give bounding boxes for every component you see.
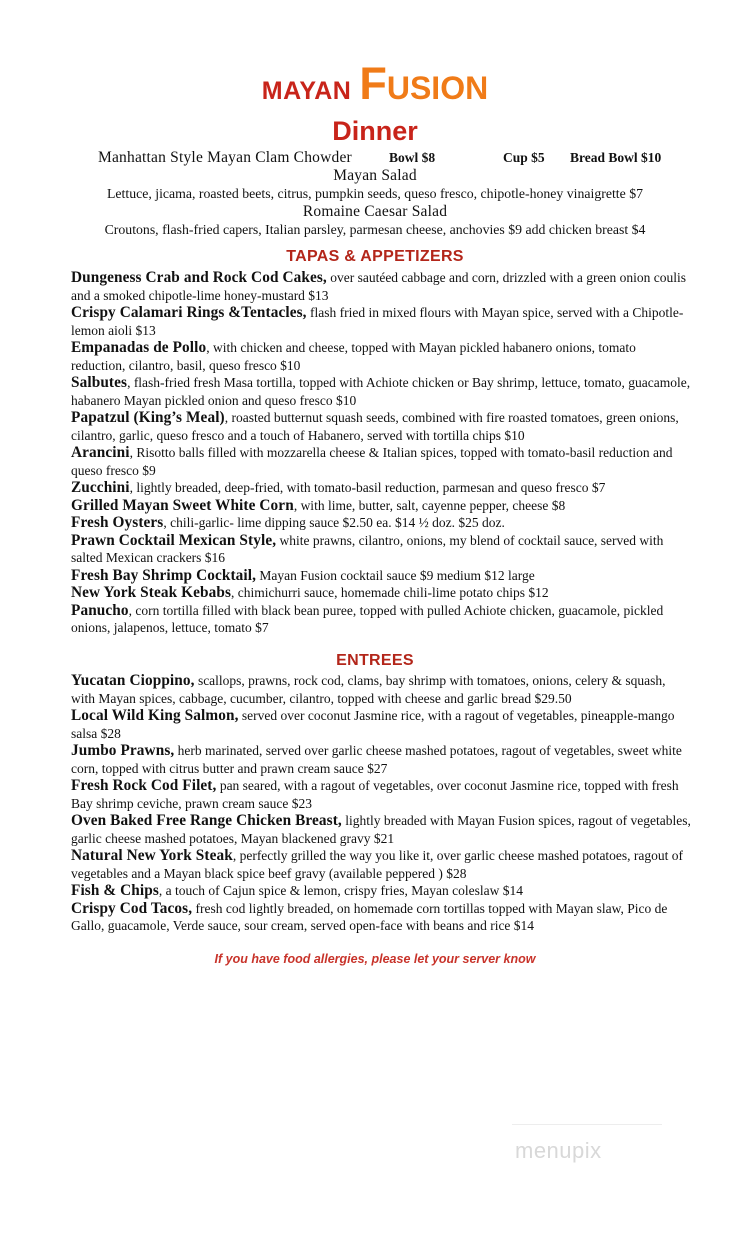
watermark-divider (512, 1124, 662, 1125)
item-description: , lightly breaded, deep-fried, with tomato-basil reduction, parmesan and queso fresco $7 (129, 480, 606, 495)
item-description: , a touch of Cajun spice & lemon, crispy fries, Mayan coleslaw $14 (158, 883, 523, 898)
item-name: Local Wild King Salmon, (71, 707, 239, 724)
item-description: fresh cod lightly breaded, on homemade corn tortillas topped with Mayan slaw, Pico de Gallo, guacamole, Verde sauce, sour cream, served open-face with beans and rice $14 (71, 900, 668, 933)
menu-item (71, 269, 691, 304)
menu-item (71, 672, 691, 707)
item-description: , with chicken and cheese, topped with Mayan pickled habanero onions, tomato reduction, cilantro, basil, queso fresco $10 (71, 340, 636, 373)
menu-item (71, 339, 691, 374)
menu-item (71, 409, 691, 444)
item-name: Zucchini (71, 479, 130, 496)
entrees-list (71, 672, 691, 935)
item-description: , roasted butternut squash seeds, combined with fire roasted tomatoes, green onions, cilantro, garlic, queso fresco and a touch of Habanero, served with tortilla chips $10 (71, 410, 679, 443)
menu-item (71, 602, 691, 637)
tapas-list (71, 269, 691, 637)
item-name: Crispy Cod Tacos, (71, 899, 193, 917)
menu-item (71, 444, 691, 479)
item-name: Grilled Mayan Sweet White Corn (71, 496, 294, 514)
item-name: Papatzul (King’s Meal) (71, 409, 225, 426)
item-description: Mayan Fusion cocktail sauce $9 medium $12 large (256, 567, 535, 583)
item-description: flash fried in mixed flours with Mayan spice, served with a Chipotle-lemon aioli $13 (71, 305, 684, 338)
menu-item (71, 374, 691, 409)
item-name: Dungeness Crab and Rock Cod Cakes, (71, 269, 327, 286)
item-name: Fresh Bay Shrimp Cocktail, (71, 566, 257, 584)
menu-item (71, 812, 691, 847)
item-name: Salbutes (71, 374, 128, 391)
brand-first-word: MAYAN (261, 77, 352, 105)
chowder-cup-price: Cup $5 (503, 150, 545, 165)
item-name: Yucatan Cioppino, (71, 672, 195, 689)
menu-item (71, 497, 691, 515)
chowder-bowl-price: Bowl $8 (389, 150, 436, 165)
tapas-heading: TAPAS & APPETIZERS (286, 248, 464, 265)
brand-second-word: Fusion (359, 58, 489, 109)
mayan-salad-title: Mayan Salad (333, 167, 417, 184)
item-name: New York Steak Kebabs (71, 584, 232, 601)
item-description: herb marinated, served over garlic cheese mashed potatoes, ragout of vegetables, sweet white corn, topped with citrus butter and prawn cream sauce $27 (71, 743, 682, 776)
item-description: , flash-fried fresh Masa tortilla, topped with Achiote chicken or Bay shrimp, lettuce, tomato, guacamole, habanero Mayan pickled onion and queso fresco $10 (71, 375, 691, 408)
item-name: Prawn Cocktail Mexican Style, (71, 531, 277, 549)
menu-item (71, 707, 691, 742)
soup-salad-section (0, 149, 750, 239)
item-description: , Risotto balls filled with mozzarella cheese & Italian spices, topped with tomato-basil reduction and queso fresco $9 (71, 445, 673, 478)
chowder-name: Manhattan Style Mayan Clam Chowder (98, 149, 352, 166)
item-description: lightly breaded with Mayan Fusion spices, ragout of vegetables, garlic cheese mashed potatoes, Mayan blackened gravy $21 (71, 813, 691, 846)
item-name: Fresh Rock Cod Filet, (71, 777, 217, 794)
item-description: , with lime, butter, salt, cayenne pepper, cheese $8 (293, 497, 566, 513)
item-description: white prawns, cilantro, onions, my blend of cocktail sauce, served with salted Mexican crackers $16 (71, 532, 664, 565)
item-name: Arancini (71, 444, 130, 461)
item-name: Oven Baked Free Range Chicken Breast, (71, 812, 342, 829)
item-name: Fish & Chips (71, 882, 159, 899)
item-name: Panucho (71, 601, 129, 619)
menu-item (71, 514, 691, 532)
menu-item (71, 567, 691, 585)
menu-item (71, 532, 691, 567)
menu-item (71, 742, 691, 777)
item-description: scallops, prawns, rock cod, clams, bay shrimp with tomatoes, onions, celery & squash, with Mayan spices, cabbage, cucumber, cilantro, topped with cheese and garlic bread $29.50 (71, 673, 666, 706)
item-name: Natural New York Steak (71, 847, 233, 864)
menu-title: Dinner (332, 116, 418, 146)
entrees-heading: ENTREES (336, 652, 414, 669)
item-description: , corn tortilla filled with black bean puree, topped with pulled Achiote chicken, guacamole, pickled onions, jalapenos, lettuce, tomato $7 (71, 602, 664, 635)
item-name: Empanadas de Pollo (71, 339, 207, 356)
chowder-bread-bowl-price: Bread Bowl $10 (570, 150, 662, 165)
item-description: pan seared, with a ragout of vegetables, over coconut Jasmine rice, topped with fresh Bay shrimp ceviche, prawn cream sauce $23 (71, 778, 679, 811)
item-description: over sautéed cabbage and corn, drizzled with a green onion coulis and a smoked chipotle-lime honey-mustard $13 (71, 270, 686, 303)
caesar-salad-description: Croutons, flash-fried capers, Italian parsley, parmesan cheese, anchovies $9 add chicken breast $4 (104, 222, 646, 237)
item-description: served over coconut Jasmine rice, with a ragout of vegetables, pineapple-mango salsa $28 (71, 708, 675, 741)
item-description: , chimichurri sauce, homemade chili-lime potato chips $12 (231, 585, 549, 600)
restaurant-logo (0, 58, 750, 110)
mayan-salad-description: Lettuce, jicama, roasted beets, citrus, pumpkin seeds, queso fresco, chipotle-honey vinaigrette $7 (107, 186, 643, 201)
menu-item (71, 777, 691, 812)
menu-item (71, 304, 691, 339)
item-description: , chili-garlic- lime dipping sauce $2.50 ea. $14 ½ doz. $25 doz. (163, 515, 505, 530)
menupix-watermark: menupix (515, 1138, 602, 1163)
menu-item (71, 882, 691, 900)
menu-item (71, 847, 691, 882)
caesar-salad-title: Romaine Caesar Salad (302, 203, 448, 220)
menu-item (71, 584, 691, 602)
item-name: Fresh Oysters (71, 514, 164, 531)
menu-item (71, 479, 691, 497)
item-name: Crispy Calamari Rings &Tentacles, (71, 304, 307, 321)
menu-item (71, 900, 691, 935)
chowder-row (0, 149, 750, 167)
item-name: Jumbo Prawns, (71, 742, 175, 759)
item-description: , perfectly grilled the way you like it, over garlic cheese mashed potatoes, ragout of vegetables and a Mayan black spice beef gravy (available peppered ) $28 (71, 848, 684, 881)
allergy-notice: If you have food allergies, please let your server know (214, 952, 536, 966)
